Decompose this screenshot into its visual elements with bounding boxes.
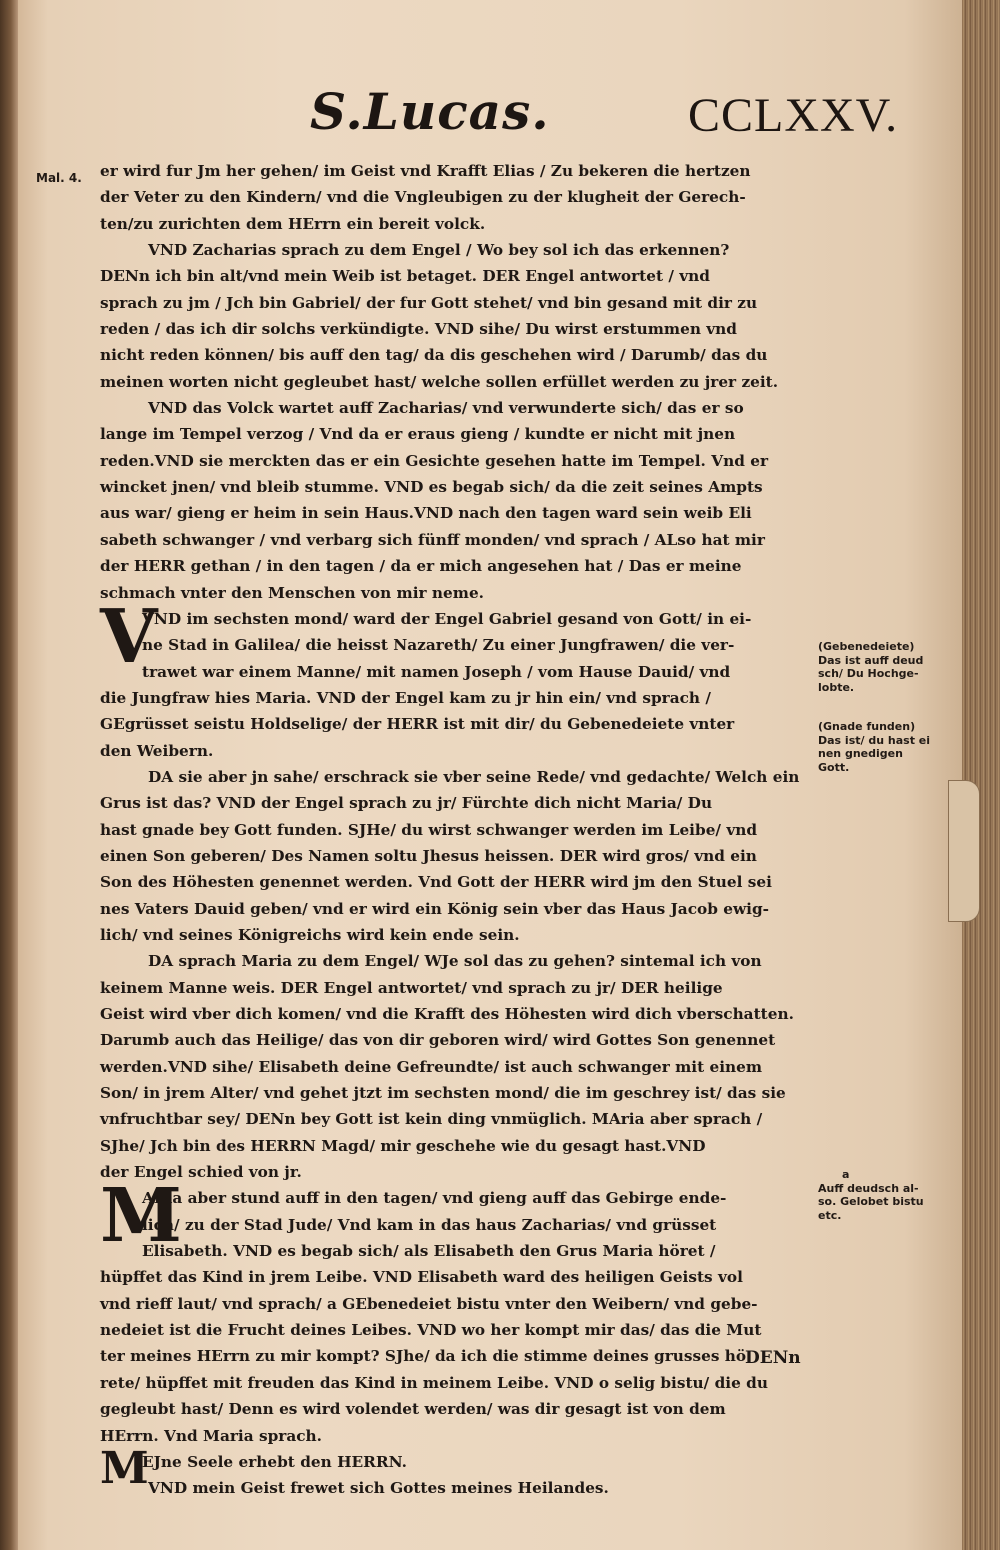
text-line: VND das Volck wartet auff Zacharias/ vnd verwunderte sich/ das er so [148, 399, 744, 418]
text-line: Son/ in jrem Alter/ vnd gehet jtzt im sechsten mond/ die im geschrey ist/ das sie [100, 1084, 786, 1103]
note-line: Auff deudsch al- [818, 1181, 919, 1195]
text-line: ne Stad in Galilea/ die heisst Nazareth/ Zu einer Jungfrawen/ die ver- [142, 636, 735, 655]
note-line: nen gnedigen [818, 747, 903, 760]
text-line-content: EJne Seele erhebt den HERRN. [142, 1452, 407, 1471]
text-line: hüpffet das Kind in jrem Leibe. VND Elisabeth ward des heiligen Geists vol [100, 1268, 743, 1287]
drop-capital: M [100, 1173, 182, 1260]
text-line: keinem Manne weis. DER Engel antwortet/ vnd sprach zu jr/ DER heilige [100, 978, 723, 997]
marginal-note-gebenedeiete [818, 640, 923, 694]
text-line: sprach zu jm / Jch bin Gabriel/ der fur Gott stehet/ vnd bin gesand mit dir zu [100, 293, 758, 312]
text-line: er wird fur Jm her gehen/ im Geist vnd Krafft Elias / Zu bekeren die hertzen [100, 162, 751, 180]
marginal-reference: Mal. 4. [36, 171, 82, 185]
text-line: lich/ vnd seines Königreichs wird kein ende sein. [100, 925, 520, 944]
text-line: wincket jnen/ vnd bleib stumme. VND es begab sich/ da die zeit seines Ampts [100, 478, 763, 497]
text-line: der HERR gethan / in den tagen / da er mich angesehen hat / Das er meine [100, 557, 742, 576]
folio-number: CCLXXV. [688, 89, 899, 142]
text-line: ten/zu zurichten dem HErrn ein bereit volck. [100, 214, 486, 233]
text-line: DENn ich bin alt/vnd mein Weib ist betaget. DER Engel antwortet / vnd [100, 267, 710, 286]
text-line: der Veter zu den Kindern/ vnd die Vngleubigen zu der klugheit der Gerech- [100, 188, 746, 207]
text-line-content: ARia aber stund auff in den tagen/ vnd gieng auff das Gebirge ende- [142, 1189, 727, 1208]
text-line: die Jungfraw hies Maria. VND der Engel kam zu jr hin ein/ vnd sprach / [100, 688, 711, 707]
text-line: vnd rieff laut/ vnd sprach/ a GEbenedeiet bistu vnter den Weibern/ vnd gebe- [100, 1294, 758, 1313]
text-line: sabeth schwanger / vnd verbarg sich fünff monden/ vnd sprach / ALso hat mir [100, 530, 765, 549]
text-line: einen Son geberen/ Des Namen soltu Jhesus heissen. DER wird gros/ vnd ein [100, 846, 757, 865]
catchword: DENn [745, 1348, 801, 1368]
note-line: lobte. [818, 680, 855, 694]
page-fore-edge [962, 0, 1000, 1550]
running-title: S.Lucas. [310, 82, 550, 141]
marginal-note-gnade [818, 720, 930, 774]
text-line-content: VND im sechsten mond/ ward der Engel Gabriel gesand von Gott/ in ei- [142, 609, 752, 628]
note-line: a [842, 1168, 850, 1181]
text-line: VND mein Geist frewet sich Gottes meines Heilandes. [148, 1479, 609, 1498]
text-line: Son des Höhesten genennet werden. Vnd Gott der HERR wird jm den Stuel sei [100, 873, 772, 892]
text-line: VND Zacharias sprach zu dem Engel / Wo bey sol ich das erkennen? [148, 241, 730, 260]
text-line: schmach vnter den Menschen von mir neme. [100, 583, 485, 602]
note-line: Gott. [818, 760, 850, 774]
text-line: vnfruchtbar sey/ DENn bey Gott ist kein ding vnmüglich. MAria aber sprach / [100, 1110, 763, 1129]
text-line: DA sprach Maria zu dem Engel/ WJe sol das zu gehen? sintemal ich von [148, 952, 762, 971]
text-line: GEgrüsset seistu Holdselige/ der HERR ist mit dir/ du Gebenedeiete vnter [100, 715, 735, 734]
note-line: Das ist/ du hast ei [818, 733, 931, 747]
text-line: Elisabeth. VND es begab sich/ als Elisabeth den Grus Maria höret / [142, 1242, 716, 1261]
note-line: (Gnade funden) [818, 720, 916, 733]
text-line: nicht reden können/ bis auff den tag/ da dis geschehen wird / Darumb/ das du [100, 346, 768, 365]
drop-capital: V [100, 593, 158, 680]
text-line: trawet war einem Manne/ mit namen Joseph / vom Hause Dauid/ vnd [142, 662, 731, 681]
text-line: lich/ zu der Stad Jude/ Vnd kam in das haus Zacharias/ vnd grüsset [142, 1215, 717, 1234]
text-line: nes Vaters Dauid geben/ vnd er wird ein König sein vber das Haus Jacob ewig- [100, 899, 770, 918]
note-line: (Gebenedeiete) [818, 640, 915, 653]
note-line: Das ist auff deud [818, 653, 924, 667]
text-line: werden.VND sihe/ Elisabeth deine Gefreundte/ ist auch schwanger mit einem [100, 1057, 763, 1076]
text-line: rete/ hüpffet mit freuden das Kind in meinem Leibe. VND o selig bistu/ die du [100, 1373, 768, 1392]
text-line: DA sie aber jn sahe/ erschrack sie vber seine Rede/ vnd gedachte/ Welch ein [148, 767, 800, 786]
text-line: gegleubt hast/ Denn es wird volendet werden/ was dir gesagt ist von dem [100, 1400, 726, 1419]
text-line: Geist wird vber dich komen/ vnd die Krafft des Höhesten wird dich vberschatten. [100, 1005, 794, 1023]
text-line: meinen worten nicht gegleubet hast/ welche sollen erfüllet werden zu jrer zeit. [100, 372, 779, 391]
text-line: der Engel schied von jr. [100, 1163, 302, 1182]
text-line: reden.VND sie merckten das er ein Gesichte gesehen hatte im Tempel. Vnd er [100, 451, 769, 470]
text-line: nedeiet ist die Frucht deines Leibes. VND wo her kompt mir das/ das die Mut [100, 1321, 762, 1340]
text-line: hast gnade bey Gott funden. SJHe/ du wirst schwanger werden im Leibe/ vnd [100, 820, 758, 839]
note-line: etc. [818, 1208, 842, 1222]
drop-capital: M [100, 1442, 149, 1494]
binding-gutter [0, 0, 18, 1550]
text-line: SJhe/ Jch bin des HERRN Magd/ mir geschehe wie du gesagt hast.VND [100, 1136, 706, 1155]
text-line: HErrn. Vnd Maria sprach. [100, 1426, 323, 1445]
thumb-tab [948, 780, 980, 922]
text-line: lange im Tempel verzog / Vnd da er eraus gieng / kundte er nicht mit jnen [100, 425, 736, 444]
note-line: so. Gelobet bistu [818, 1195, 924, 1208]
body-text [100, 158, 816, 1502]
marginal-note-a [818, 1168, 924, 1222]
text-line: Darumb auch das Heilige/ das von dir geboren wird/ wird Gottes Son genennet [100, 1031, 776, 1050]
text-line: den Weibern. [100, 741, 214, 760]
text-line: Grus ist das? VND der Engel sprach zu jr/ Fürchte dich nicht Maria/ Du [100, 794, 713, 813]
text-line: reden / das ich dir solchs verkündigte. VND sihe/ Du wirst erstummen vnd [100, 320, 737, 339]
note-line: sch/ Du Hochge- [818, 667, 919, 680]
text-line: ter meines HErrn zu mir kompt? SJhe/ da ich die stimme deines grusses hö [100, 1347, 747, 1366]
text-line: aus war/ gieng er heim in sein Haus.VND nach den tagen ward sein weib Eli [100, 504, 752, 523]
